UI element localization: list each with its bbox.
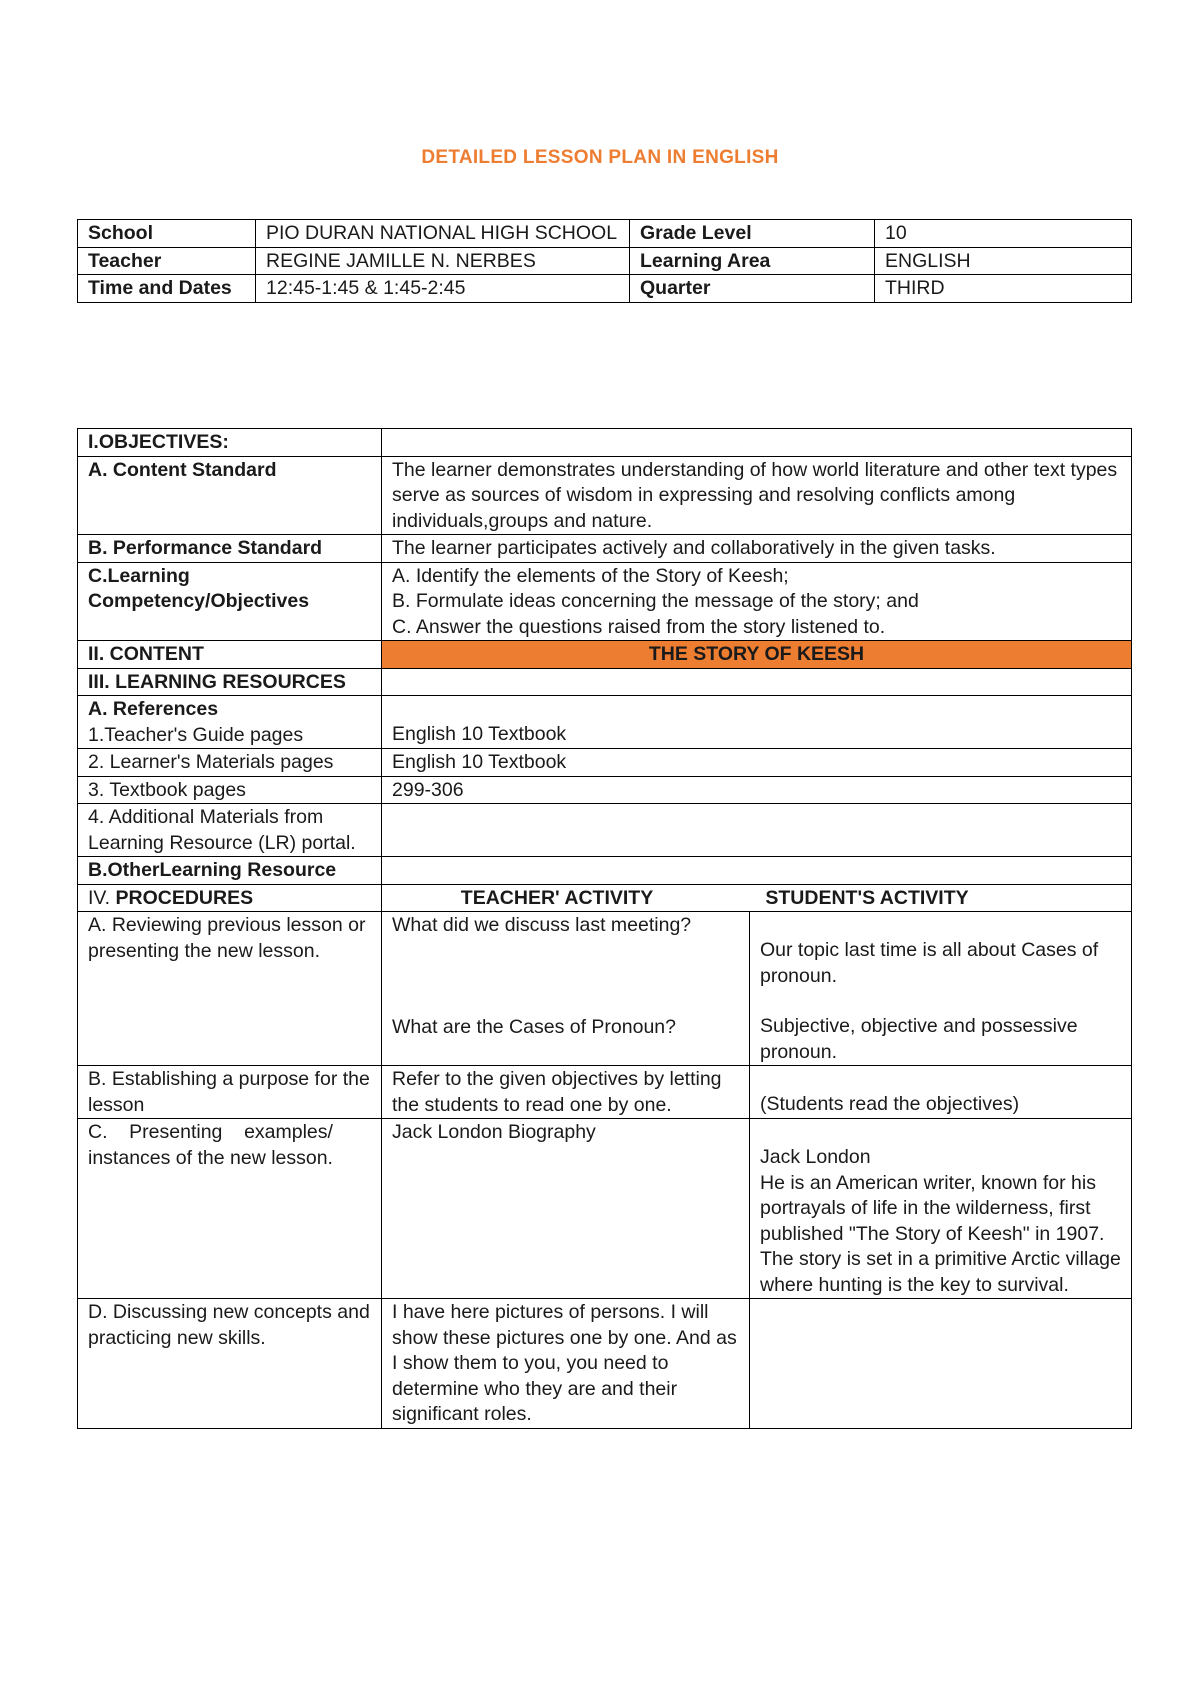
procedure-c-label-1: C. Presenting examples/: [88, 1121, 333, 1143]
procedure-b-student: (Students read the objectives): [760, 1093, 1020, 1115]
procedures-cell: [78, 884, 382, 912]
textbook-pages-label: 3. Textbook pages: [78, 776, 382, 804]
procedure-c-label-2: instances of the new lesson.: [88, 1146, 333, 1169]
competency-b: B. Formulate ideas concerning the message of the story; and: [392, 590, 919, 612]
procedure-c-student-1: Jack London: [760, 1146, 871, 1168]
procedure-d-student: [750, 1299, 1132, 1429]
procedure-b-student-cell: [750, 1066, 1132, 1119]
teacher-label: Teacher: [78, 247, 256, 275]
competency-a: A. Identify the elements of the Story of Keesh;: [392, 564, 789, 587]
learners-materials-label: 2. Learner's Materials pages: [78, 749, 382, 777]
textbook-pages-value: 299-306: [382, 776, 1132, 804]
time-label: Time and Dates: [78, 275, 256, 303]
procedure-d-teacher: I have here pictures of persons. I will show these pictures one by one. And as I show them to you, you need to determine who they are and their significant roles.: [382, 1299, 750, 1429]
area-value: ENGLISH: [875, 247, 1132, 275]
procedure-c-student: [750, 1119, 1132, 1299]
procedure-a-teacher-1: What did we discuss last meeting?: [392, 914, 692, 936]
procedure-c-label: [78, 1119, 382, 1299]
procedure-c-teacher: Jack London Biography: [382, 1119, 750, 1299]
learners-materials-value: English 10 Textbook: [382, 749, 1132, 777]
references-cell: [78, 696, 382, 749]
lesson-plan-table: [77, 428, 1132, 1429]
grade-value: 10: [875, 220, 1132, 248]
content-standard-value: The learner demonstrates understanding of how world literature and other text types serve as sources of wisdom in expressing and resolving conflicts among individuals,groups and nature.: [382, 456, 1132, 535]
area-label: Learning Area: [630, 247, 875, 275]
procedure-a-label: A. Reviewing previous lesson or presenting the new lesson.: [78, 912, 382, 1066]
quarter-value: THIRD: [875, 275, 1132, 303]
grade-label: Grade Level: [630, 220, 875, 248]
competency-label: C.Learning Competency/Objectives: [78, 562, 382, 641]
info-table: [77, 219, 1132, 303]
student-activity-header: STUDENT'S ACTIVITY: [765, 886, 969, 909]
teacher-activity-header: TEACHER' ACTIVITY: [460, 886, 654, 909]
procedure-a-student-1: Our topic last time is all about Cases of pronoun.: [760, 939, 1099, 987]
procedure-d-label: D. Discussing new concepts and practicing new skills.: [78, 1299, 382, 1429]
procedures-label: PROCEDURES: [115, 886, 254, 909]
procedure-b-label: B. Establishing a purpose for the lesson: [78, 1066, 382, 1119]
content-label: II. CONTENT: [78, 641, 382, 669]
procedure-a-student-2: Subjective, objective and possessive pronoun.: [760, 1015, 1078, 1063]
time-value: 12:45-1:45 & 1:45-2:45: [256, 275, 630, 303]
performance-standard-label: B. Performance Standard: [78, 535, 382, 563]
content-standard-label: A. Content Standard: [78, 456, 382, 535]
school-value: PIO DURAN NATIONAL HIGH SCHOOL: [256, 220, 630, 248]
school-label: School: [78, 220, 256, 248]
procedures-prefix: IV.: [88, 886, 116, 909]
procedure-c-student-2: He is an American writer, known for his portrayals of life in the wilderness, first published "The Story of Keesh" in 1907. The story is set in a primitive Arctic village where hunting is the key to survival.: [760, 1171, 1121, 1296]
competency-c: C. Answer the questions raised from the story listened to.: [392, 615, 886, 638]
objectives-label: I.OBJECTIVES:: [78, 429, 382, 457]
content-value: THE STORY OF KEESH: [382, 641, 1132, 669]
procedure-a-student: [750, 912, 1132, 1066]
page-title: DETAILED LESSON PLAN IN ENGLISH: [421, 147, 779, 168]
teacher-value: REGINE JAMILLE N. NERBES: [256, 247, 630, 275]
teachers-guide-label: 1.Teacher's Guide pages: [88, 723, 304, 746]
performance-standard-value: The learner participates actively and collaboratively in the given tasks.: [382, 535, 1132, 563]
teachers-guide-value: English 10 Textbook: [392, 723, 567, 745]
teachers-guide-cell: [382, 696, 1132, 749]
other-resource-label: B.OtherLearning Resource: [78, 857, 382, 885]
competency-value: [382, 562, 1132, 641]
resources-label: III. LEARNING RESOURCES: [78, 668, 382, 696]
references-label: A. References: [88, 698, 219, 720]
procedure-a-teacher-2: What are the Cases of Pronoun?: [392, 1015, 676, 1038]
procedure-a-teacher: [382, 912, 750, 1066]
additional-materials-label: 4. Additional Materials from Learning Resource (LR) portal.: [78, 804, 382, 857]
procedure-b-teacher: Refer to the given objectives by letting the students to read one by one.: [382, 1066, 750, 1119]
quarter-label: Quarter: [630, 275, 875, 303]
